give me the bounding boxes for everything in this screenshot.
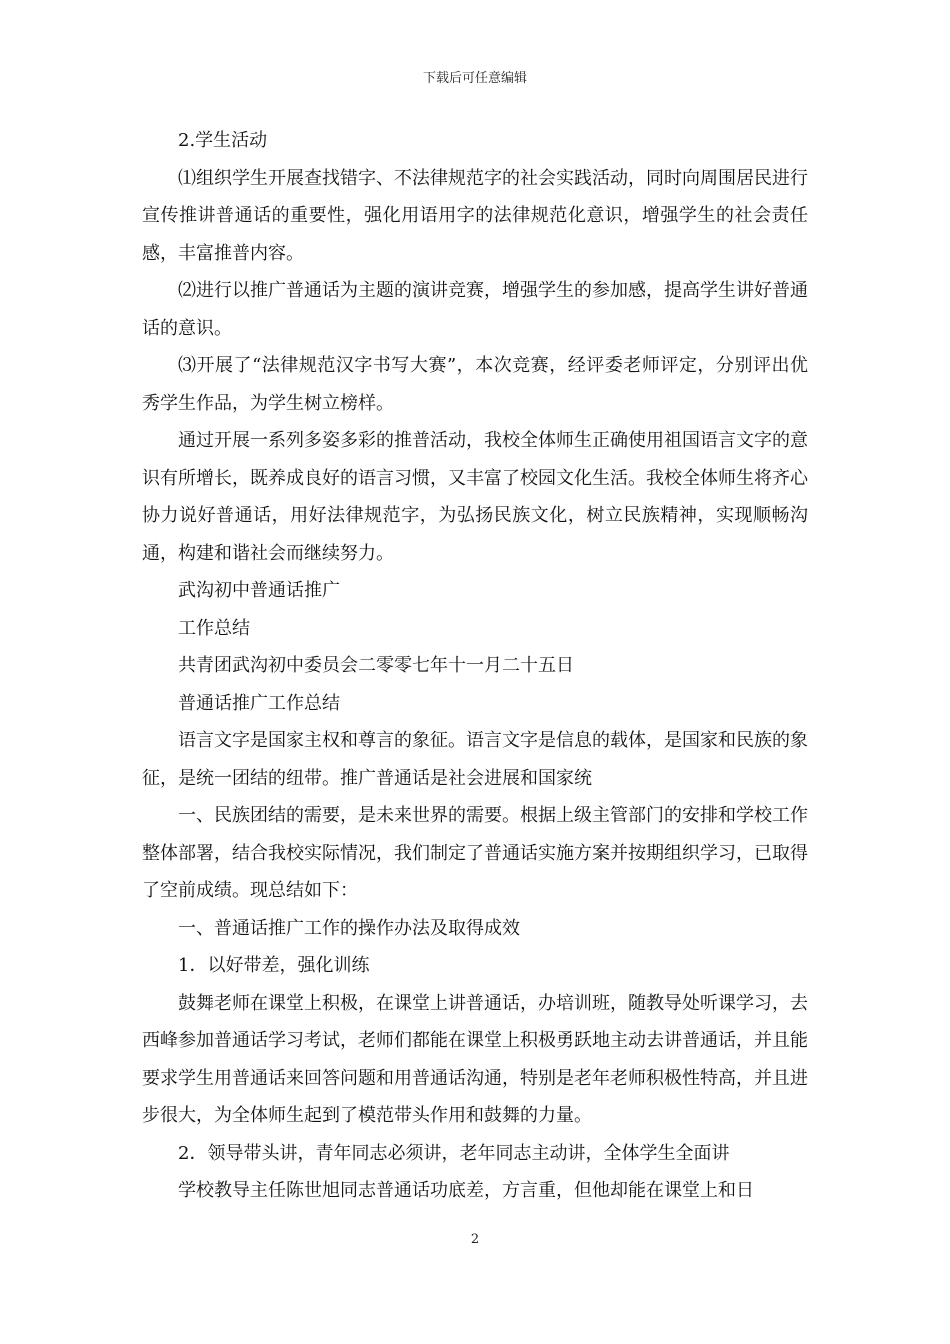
paragraph: ⑶开展了“法律规范汉字书写大赛”，本次竞赛，经评委老师评定，分别评出优秀学生作品，为学生树立榜样。 <box>142 355 808 414</box>
paragraph: 语言文字是国家主权和尊言的象征。语言文字是信息的载体，是国家和民族的象征，是统一团结的纽带。推广普通话是社会进展和国家统 <box>142 730 808 789</box>
paragraph: 共青团武沟初中委员会二零零七年十一月二十五日 <box>178 655 574 676</box>
page-number: 2 <box>470 1232 480 1247</box>
paragraph: 普通话推广工作总结 <box>178 692 340 714</box>
paragraph: 鼓舞老师在课堂上积极，在课堂上讲普通话，办培训班，随教导处听课学习，去西峰参加普通话学习考试，老师们都能在课堂上积极勇跃地主动去讲普通话，并且能要求学生用普通话来回答问题和用普通话沟通，特别是老年老师积极性特高，并且进步很大，为全体师生起到了模范带头作用和鼓舞的力量。 <box>142 992 808 1126</box>
paragraph: 通过开展一系列多姿多彩的推普活动，我校全体师生正确使用祖国语言文字的意识有所增长，既养成良好的语言习惯，又丰富了校园文化生活。我校全体师生将齐心协力说好普通话，用好法律规范字，为弘扬民族文化，树立民族精神，实现顺畅沟通，构建和谐社会而继续努力。 <box>142 430 808 564</box>
paragraph: ⑴组织学生开展查找错字、不法律规范字的社会实践活动，同时向周围居民进行宣传推讲普通话的重要性，强化用语用字的法律规范化意识，增强学生的社会责任感，丰富推普内容。 <box>142 167 808 264</box>
page-header: 下载后可任意编辑 <box>422 71 527 86</box>
paragraph: 一、普通话推广工作的操作办法及取得成效 <box>178 917 520 939</box>
paragraph: 学校教导主任陈世旭同志普通话功底差，方言重，但他却能在课堂上和日 <box>178 1180 754 1201</box>
paragraph: 1．以好带差，强化训练 <box>178 955 370 976</box>
paragraph: 一、民族团结的需要，是未来世界的需要。根据上级主管部门的安排和学校工作整体部署，结合我校实际情况，我们制定了普通话实施方案并按期组织学习，已取得了空前成绩。现总结如下： <box>142 805 808 901</box>
document-body <box>142 122 808 1210</box>
paragraph: 2．领导带头讲，青年同志必须讲，老年同志主动讲，全体学生全面讲 <box>178 1142 730 1164</box>
paragraph: 2.学生活动 <box>178 130 268 151</box>
paragraph: ⑵进行以推广普通话为主题的演讲竞赛，增强学生的参加感，提高学生讲好普通话的意识。 <box>142 280 808 339</box>
paragraph: 武沟初中普通话推广 <box>178 580 340 601</box>
paragraph: 工作总结 <box>178 617 250 639</box>
